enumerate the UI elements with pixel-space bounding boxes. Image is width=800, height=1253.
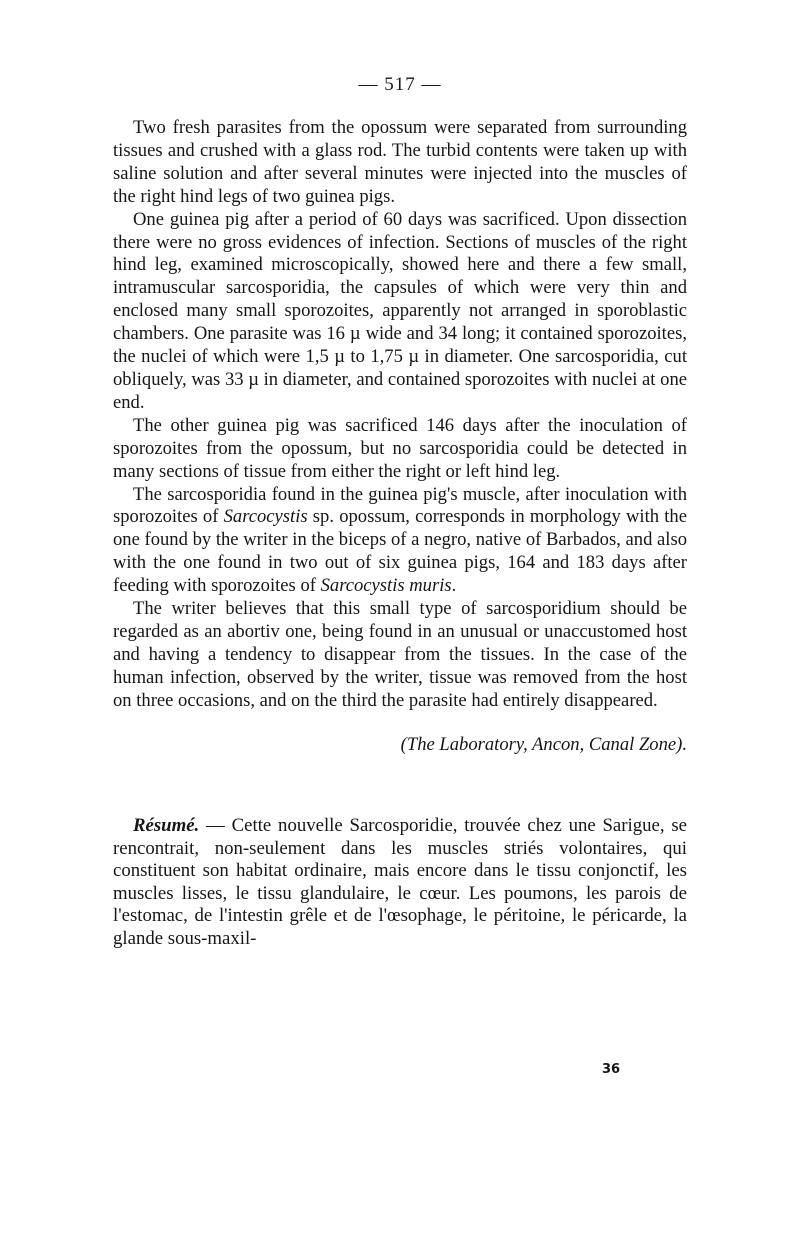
resume-paragraph: [113, 815, 687, 950]
author-affiliation: (The Laboratory, Ancon, Canal Zone).: [400, 733, 687, 755]
paragraph-morphology-text-2: sp. opossum, corresponds in morphology with the one found by the writer in the biceps of a negro, native of Barbados, and also with the one found in two out of six guinea pigs, 164 and 183 days after feeding with sporozoites of: [113, 506, 687, 597]
species-name-sarcocystis: Sarcocystis: [223, 506, 308, 528]
paragraph-second-guinea-pig: The other guinea pig was sacrificed 146 days after the inoculation of sporozoites from the opossum, but no sarcosporidia could be detected in many sections of tissue from either the right or left hind leg.: [113, 414, 687, 482]
paragraph-morphology: [113, 484, 687, 599]
paragraph-morphology-text-3: .: [451, 575, 457, 597]
signature-mark: 36: [601, 1062, 621, 1077]
resume-title: Résumé.: [133, 815, 200, 837]
paragraph-conclusion: The writer believes that this small type of sarcosporidium should be regarded as an abortiv one, being found in an unusual or unaccustomed host and having a tendency to disappear from the tissues. In the case of the human infection, observed by the writer, tissue was removed from the host on three occasions, and on the third the parasite had entirely disappeared.: [113, 598, 687, 711]
page-number-header: — 517 —: [358, 74, 442, 95]
resume-text: — Cette nouvelle Sarcosporidie, trouvée chez une Sarigue, se rencontrait, non-seulement dans les muscles striés volontaires, qui constituent son habitat ordinaire, mais encore dans le tissu conjonctif, les muscles lisses, le tissu glandulaire, le cœur. Les poumons, les parois de l'estomac, de l'intestin grêle et de l'œsophage, le péritoine, le péricarde, la glande sous-maxil-: [113, 815, 687, 949]
paragraph-first-guinea-pig: One guinea pig after a period of 60 days was sacrificed. Upon dissection there were no gross evidences of infection. Sections of muscles of the right hind leg, examined microscopically, showed here and there a few small, intramuscular sarcosporidia, the capsules of which were very thin and enclosed many small sporozoites, apparently not arranged in sporoblastic chambers. One parasite was 16 µ wide and 34 long; it contained sporozoites, the nuclei of which were 1,5 µ to 1,75 µ in diameter. One sarcosporidia, cut obliquely, was 33 µ in diameter, and contained sporozoites with nuclei at one end.: [113, 208, 687, 413]
paragraph-morphology-text-1: The sarcosporidia found in the guinea pig's muscle, after inoculation with sporozoites of: [113, 483, 687, 528]
species-name-sarcocystis-muris: Sarcocystis muris: [320, 575, 452, 597]
paragraph-inoculation: Two fresh parasites from the opossum were separated from surrounding tissues and crushed with a glass rod. The turbid contents were taken up with saline solution and after several minutes were injected into the muscles of the right hind legs of two guinea pigs.: [113, 117, 687, 207]
article-body: [113, 117, 687, 950]
